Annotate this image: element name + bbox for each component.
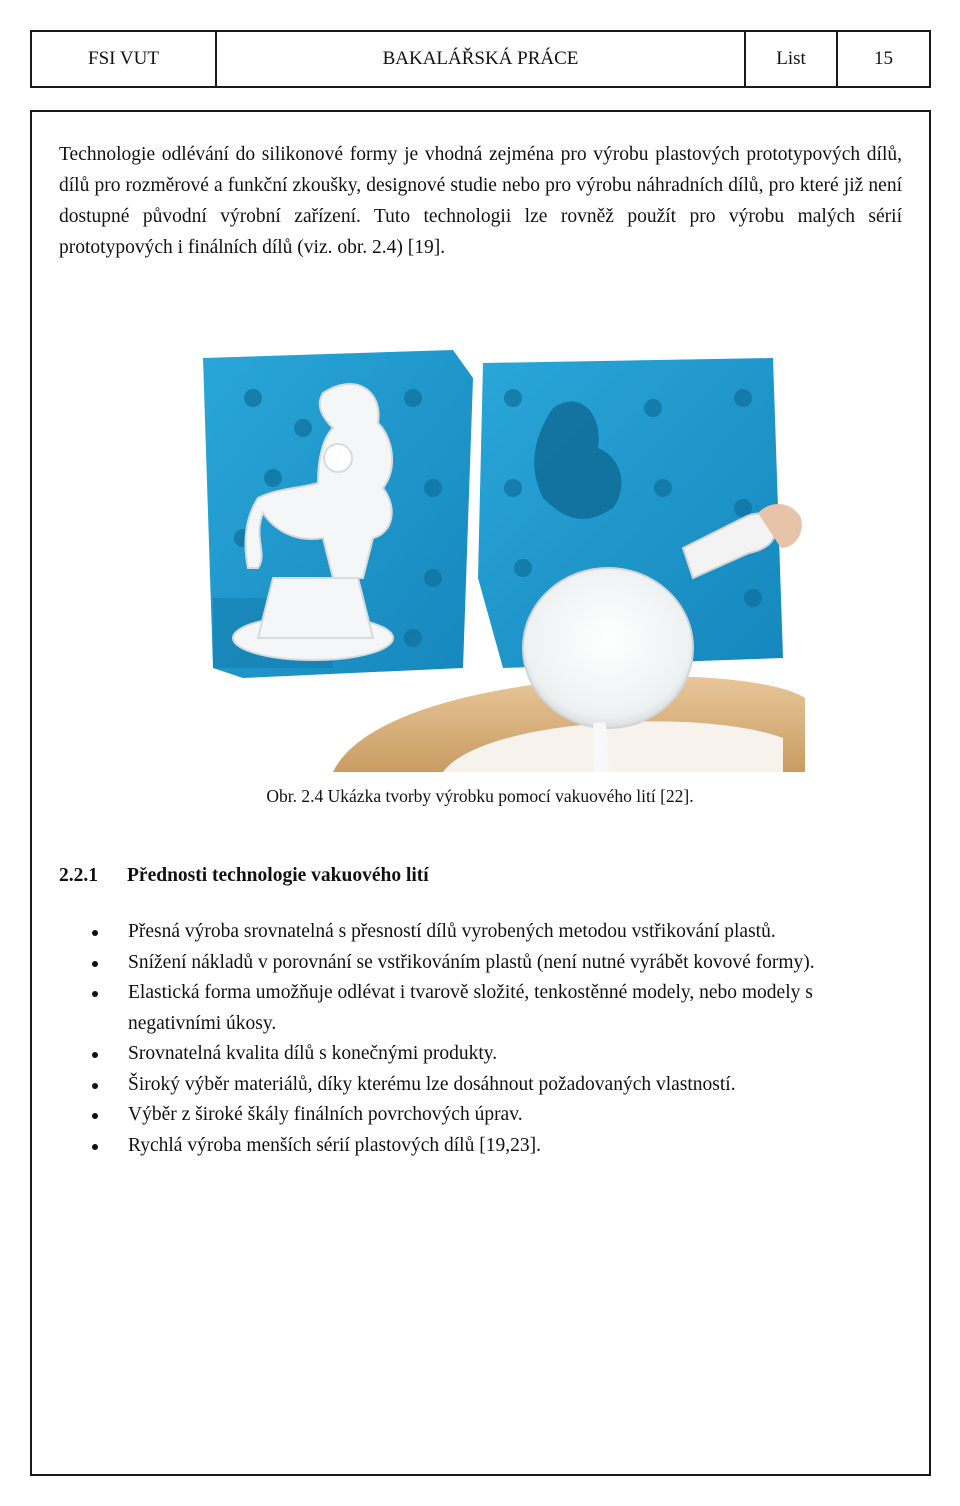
list-item-text: Elastická forma umožňuje odlévat i tvarově složité, tenkostěnné modely, nebo modely s negativními úkosy.	[128, 982, 813, 1034]
list-item	[92, 917, 892, 948]
bullet-icon	[92, 1083, 98, 1089]
page-header	[30, 30, 931, 88]
figure-vacuum-casting-image	[183, 338, 805, 772]
list-item	[92, 978, 892, 1039]
list-item	[92, 948, 892, 979]
list-item-text: Snížení nákladů v porovnání se vstřikováním plastů (není nutné vyrábět kovové formy).	[128, 951, 815, 973]
intro-paragraph: Technologie odlévání do silikonové formy je vhodná zejména pro výrobu plastových prototypových dílů, dílů pro rozměrové a funkční zkoušky, designové studie nebo pro výrobu náhradních dílů, pro které již není dostupné původní výrobní zařízení. Tuto technologii lze rovněž použít pro výrobu malých sérií prototypových i finálních dílů (viz. obr. 2.4) [19].	[59, 144, 902, 258]
figure-caption: Obr. 2.4 Ukázka tvorby výrobku pomocí vakuového lití [22].	[266, 786, 694, 806]
bullet-icon	[92, 961, 98, 967]
section-number: 2.2.1	[59, 865, 98, 886]
list-item-text: Výběr z široké škály finálních povrchových úprav.	[128, 1104, 523, 1125]
list-item-text: Rychlá výroba menších sérií plastových dílů [19,23].	[128, 1134, 541, 1156]
list-item	[92, 1100, 892, 1131]
section-title: Přednosti technologie vakuového lití	[127, 865, 429, 886]
list-item-text: Přesná výroba srovnatelná s přesností dílů vyrobených metodou vstřikování plastů.	[128, 921, 776, 942]
list-item-text: Široký výběr materiálů, díky kterému lze dosáhnout požadovaných vlastností.	[128, 1073, 736, 1095]
bullet-icon	[92, 991, 98, 997]
list-item	[92, 1039, 892, 1070]
list-item	[92, 1131, 892, 1162]
list-item	[92, 1070, 892, 1101]
header-title: BAKALÁŘSKÁ PRÁCE	[217, 32, 746, 86]
bullet-icon	[92, 1052, 98, 1058]
advantages-list	[92, 917, 892, 1161]
bullet-icon	[92, 1144, 98, 1150]
section-heading	[59, 865, 429, 887]
header-page-number: 15	[874, 48, 893, 69]
header-list-label: List	[746, 32, 838, 86]
bullet-icon	[92, 1113, 98, 1119]
bullet-icon	[92, 930, 98, 936]
header-institution: FSI VUT	[32, 32, 217, 86]
list-item-text: Srovnatelná kvalita dílů s konečnými produkty.	[128, 1043, 498, 1064]
